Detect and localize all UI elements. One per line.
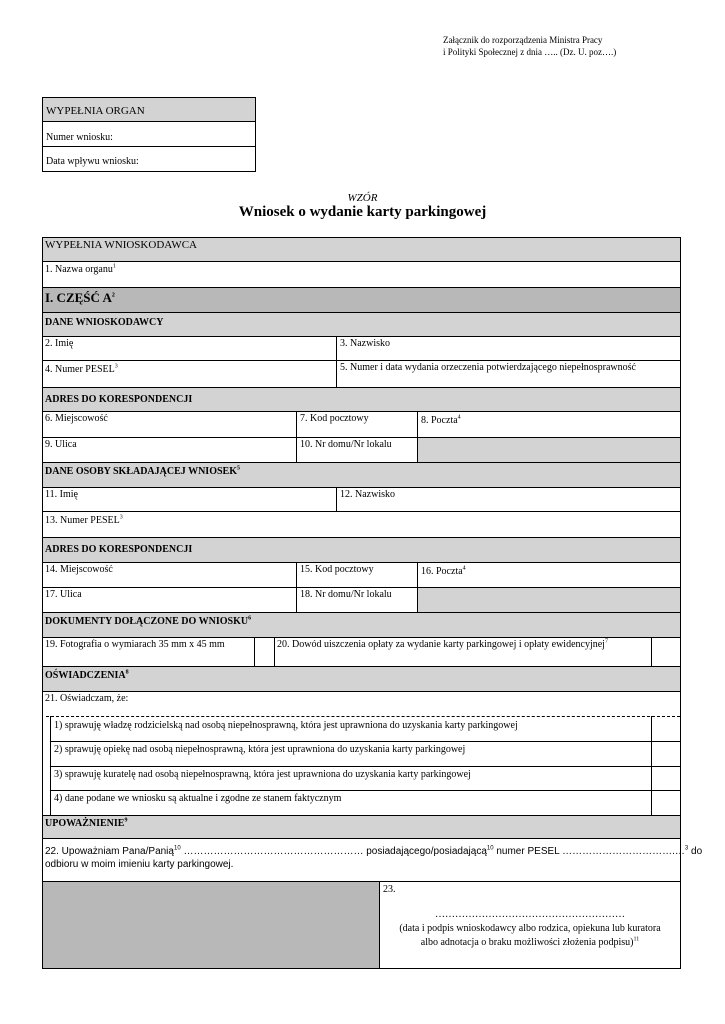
postal-code-field[interactable] — [297, 411, 417, 437]
application-number-label: Numer wniosku: — [46, 132, 113, 143]
statement-4-checkbox[interactable] — [652, 791, 680, 815]
pesel-field[interactable] — [42, 362, 336, 387]
footnote-ref: 6 — [248, 615, 252, 622]
footnote-ref: 3 — [684, 845, 689, 852]
authorization-line-1 — [45, 845, 703, 858]
submitter-first-name-label: 11. Imię — [45, 489, 78, 500]
street-field[interactable] — [42, 437, 296, 462]
organ-box-title: WYPEŁNIA ORGAN — [46, 105, 145, 117]
submitter-first-name-field[interactable] — [42, 487, 336, 511]
divider — [42, 287, 681, 288]
statements-bg — [43, 666, 680, 691]
dashed-divider — [46, 716, 680, 717]
signature-caption-1: (data i podpis wnioskodawcy albo rodzica, opiekuna lub kuratora — [399, 923, 661, 934]
footnote-ref: 7 — [604, 638, 608, 645]
footnote-ref: 1 — [112, 263, 116, 270]
last-name-field[interactable] — [337, 336, 681, 360]
submitter-street-label: 17. Ulica — [45, 589, 82, 600]
submitter-post-office-label: 16. Poczta — [421, 566, 463, 577]
divider — [42, 815, 681, 816]
authorization-pesel-label: numer PESEL — [493, 846, 563, 857]
statement-2-label: 2) sprawuję opiekę nad osobą niepełnosprawną, która jest uprawniona do uzyskania karty parkingowej — [54, 744, 466, 755]
applicant-header: WYPEŁNIA WNIOSKODAWCA — [45, 239, 197, 251]
divider — [42, 537, 681, 538]
organ-box — [42, 97, 256, 172]
authorization-to: do — [688, 846, 703, 857]
city-field[interactable] — [42, 411, 296, 437]
footnote-ref: 9 — [124, 817, 128, 824]
divider — [42, 666, 681, 667]
empty-gray-cell — [418, 437, 680, 462]
footnote-ref: 3 — [114, 363, 118, 370]
authorization-title: UPOWAŻNIENIE — [45, 818, 125, 829]
house-number-label: 10. Nr domu/Nr lokalu — [300, 439, 392, 450]
first-name-label: 2. Imię — [45, 338, 74, 349]
post-office-field[interactable] — [418, 413, 681, 437]
submitter-street-field[interactable] — [42, 587, 296, 612]
statement-1-label: 1) sprawuję władzę rodzicielską nad osobą niepełnosprawną, która jest uprawniona do uzyskania karty parkingowej — [54, 720, 518, 731]
house-number-field[interactable] — [297, 437, 417, 462]
signature-caption-2 — [380, 936, 680, 950]
wzor-label: WZÓR — [347, 192, 378, 204]
footnote-ref: 5 — [236, 465, 240, 472]
authorized-name-blank: ……………………………………………… — [180, 846, 367, 857]
divider — [42, 511, 681, 512]
footnote-ref: 3 — [119, 514, 123, 521]
signature-caption-2-text: albo adnotacja o braku możliwości złożenia podpisu) — [420, 937, 634, 948]
submitter-heading — [42, 464, 242, 478]
header-note-line1: Załącznik do rozporządzenia Ministra Pracy — [443, 35, 603, 45]
disability-certificate-field[interactable] — [337, 360, 681, 387]
payment-proof-label — [274, 637, 651, 651]
footnote-ref: 11 — [633, 936, 640, 943]
payment-proof-text: 20. Dowód uiszczenia opłaty za wydanie karty parkingowej i opłaty ewidencyjnej — [277, 639, 605, 650]
documents-title: DOKUMENTY DOŁĄCZONE DO WNIOSKU — [45, 616, 249, 627]
statement-3-label: 3) sprawuję kuratelę nad osobą niepełnosprawną, która jest uprawniona do uzyskania karty parkingowej — [54, 769, 471, 780]
documents-heading — [42, 614, 253, 628]
disability-certificate-label: 5. Numer i data wydania orzeczenia potwierdzającego niepełnosprawność — [340, 362, 636, 373]
footnote-ref: 2 — [111, 292, 115, 299]
submitter-house-number-label: 18. Nr domu/Nr lokalu — [300, 589, 392, 600]
authorized-pesel-blank: …………………………….… — [562, 846, 685, 857]
postal-code-label: 7. Kod pocztowy — [300, 413, 369, 424]
photo-label: 19. Fotografia o wymiarach 35 mm x 45 mm — [45, 639, 225, 650]
organ-name-field[interactable] — [42, 262, 681, 287]
statements-title: OŚWIADCZENIA — [45, 670, 126, 681]
signature-field[interactable] — [380, 908, 680, 950]
statement-4-label: 4) dane podane we wniosku są aktualne i zgodne ze stanem faktycznym — [54, 793, 342, 804]
footnote-ref: 10 — [486, 845, 494, 852]
authorization-possessing: posiadającego/posiadającą — [366, 846, 487, 857]
submitter-last-name-label: 12. Nazwisko — [340, 489, 395, 500]
statement-1-checkbox[interactable] — [652, 717, 680, 741]
applicant-data-heading: DANE WNIOSKODAWCY — [45, 317, 164, 328]
authorization-bg — [43, 815, 680, 838]
part-a-bg — [43, 287, 680, 312]
statements-heading — [42, 668, 131, 682]
street-label: 9. Ulica — [45, 439, 77, 450]
statement-3-checkbox[interactable] — [652, 767, 680, 790]
divider — [42, 881, 681, 882]
footnote-ref: 4 — [462, 565, 466, 572]
empty-gray-cell — [418, 587, 680, 612]
signature-line: ………………………………………………… — [435, 909, 625, 920]
submitter-postal-code-field[interactable] — [297, 562, 417, 587]
header-note-line2: i Polityki Społecznej z dnia ….. (Dz. U. poz….) — [443, 47, 617, 57]
first-name-field[interactable] — [42, 336, 336, 360]
divider — [43, 146, 255, 147]
header-note — [443, 34, 616, 58]
address-heading: ADRES DO KORESPONDENCJI — [45, 394, 193, 405]
submitter-house-number-field[interactable] — [297, 587, 417, 612]
organ-name-label: 1. Nazwa organu — [45, 264, 113, 275]
authorization-intro: 22. Upoważniam Pana/Panią — [45, 846, 174, 857]
submitter-last-name-field[interactable] — [337, 487, 681, 511]
part-a-heading — [42, 288, 117, 306]
city-label: 6. Miejscowość — [45, 413, 108, 424]
divider — [42, 387, 681, 388]
submitter-city-label: 14. Miejscowość — [45, 564, 113, 575]
page-title: Wniosek o wydanie karty parkingowej — [238, 204, 487, 220]
divider — [42, 312, 681, 313]
authorization-line-2: odbioru w moim imieniu karty parkingowej. — [45, 859, 234, 870]
signature-field-number: 23. — [383, 884, 396, 895]
last-name-label: 3. Nazwisko — [340, 338, 390, 349]
post-office-label: 8. Poczta — [421, 415, 458, 426]
submitter-postal-code-label: 15. Kod pocztowy — [300, 564, 374, 575]
authorization-text[interactable] — [45, 845, 703, 871]
statements-intro: 21. Oświadczam, że: — [45, 693, 129, 704]
receipt-date-label: Data wpływu wniosku: — [46, 156, 139, 167]
authorization-heading — [42, 816, 129, 830]
submitter-post-office-field[interactable] — [418, 564, 681, 587]
footnote-ref: 10 — [173, 845, 181, 852]
footnote-ref: 8 — [125, 669, 129, 676]
signature-side-bg — [43, 881, 379, 968]
footnote-ref: 4 — [457, 414, 461, 421]
divider — [42, 612, 681, 613]
submitter-city-field[interactable] — [42, 562, 296, 587]
address-heading: ADRES DO KORESPONDENCJI — [45, 544, 193, 555]
photo-checkbox[interactable] — [255, 638, 274, 666]
divider — [42, 462, 681, 463]
submitter-pesel-field[interactable] — [42, 513, 681, 537]
divider — [42, 691, 681, 692]
payment-proof-checkbox[interactable] — [652, 638, 680, 666]
divider — [42, 838, 681, 839]
submitter-title: DANE OSOBY SKŁADAJĄCEJ WNIOSEK — [45, 466, 237, 477]
pesel-label: 4. Numer PESEL — [45, 364, 115, 375]
statement-2-checkbox[interactable] — [652, 742, 680, 766]
submitter-pesel-label: 13. Numer PESEL — [45, 515, 120, 526]
part-a-title: I. CZĘŚĆ A — [45, 290, 112, 305]
